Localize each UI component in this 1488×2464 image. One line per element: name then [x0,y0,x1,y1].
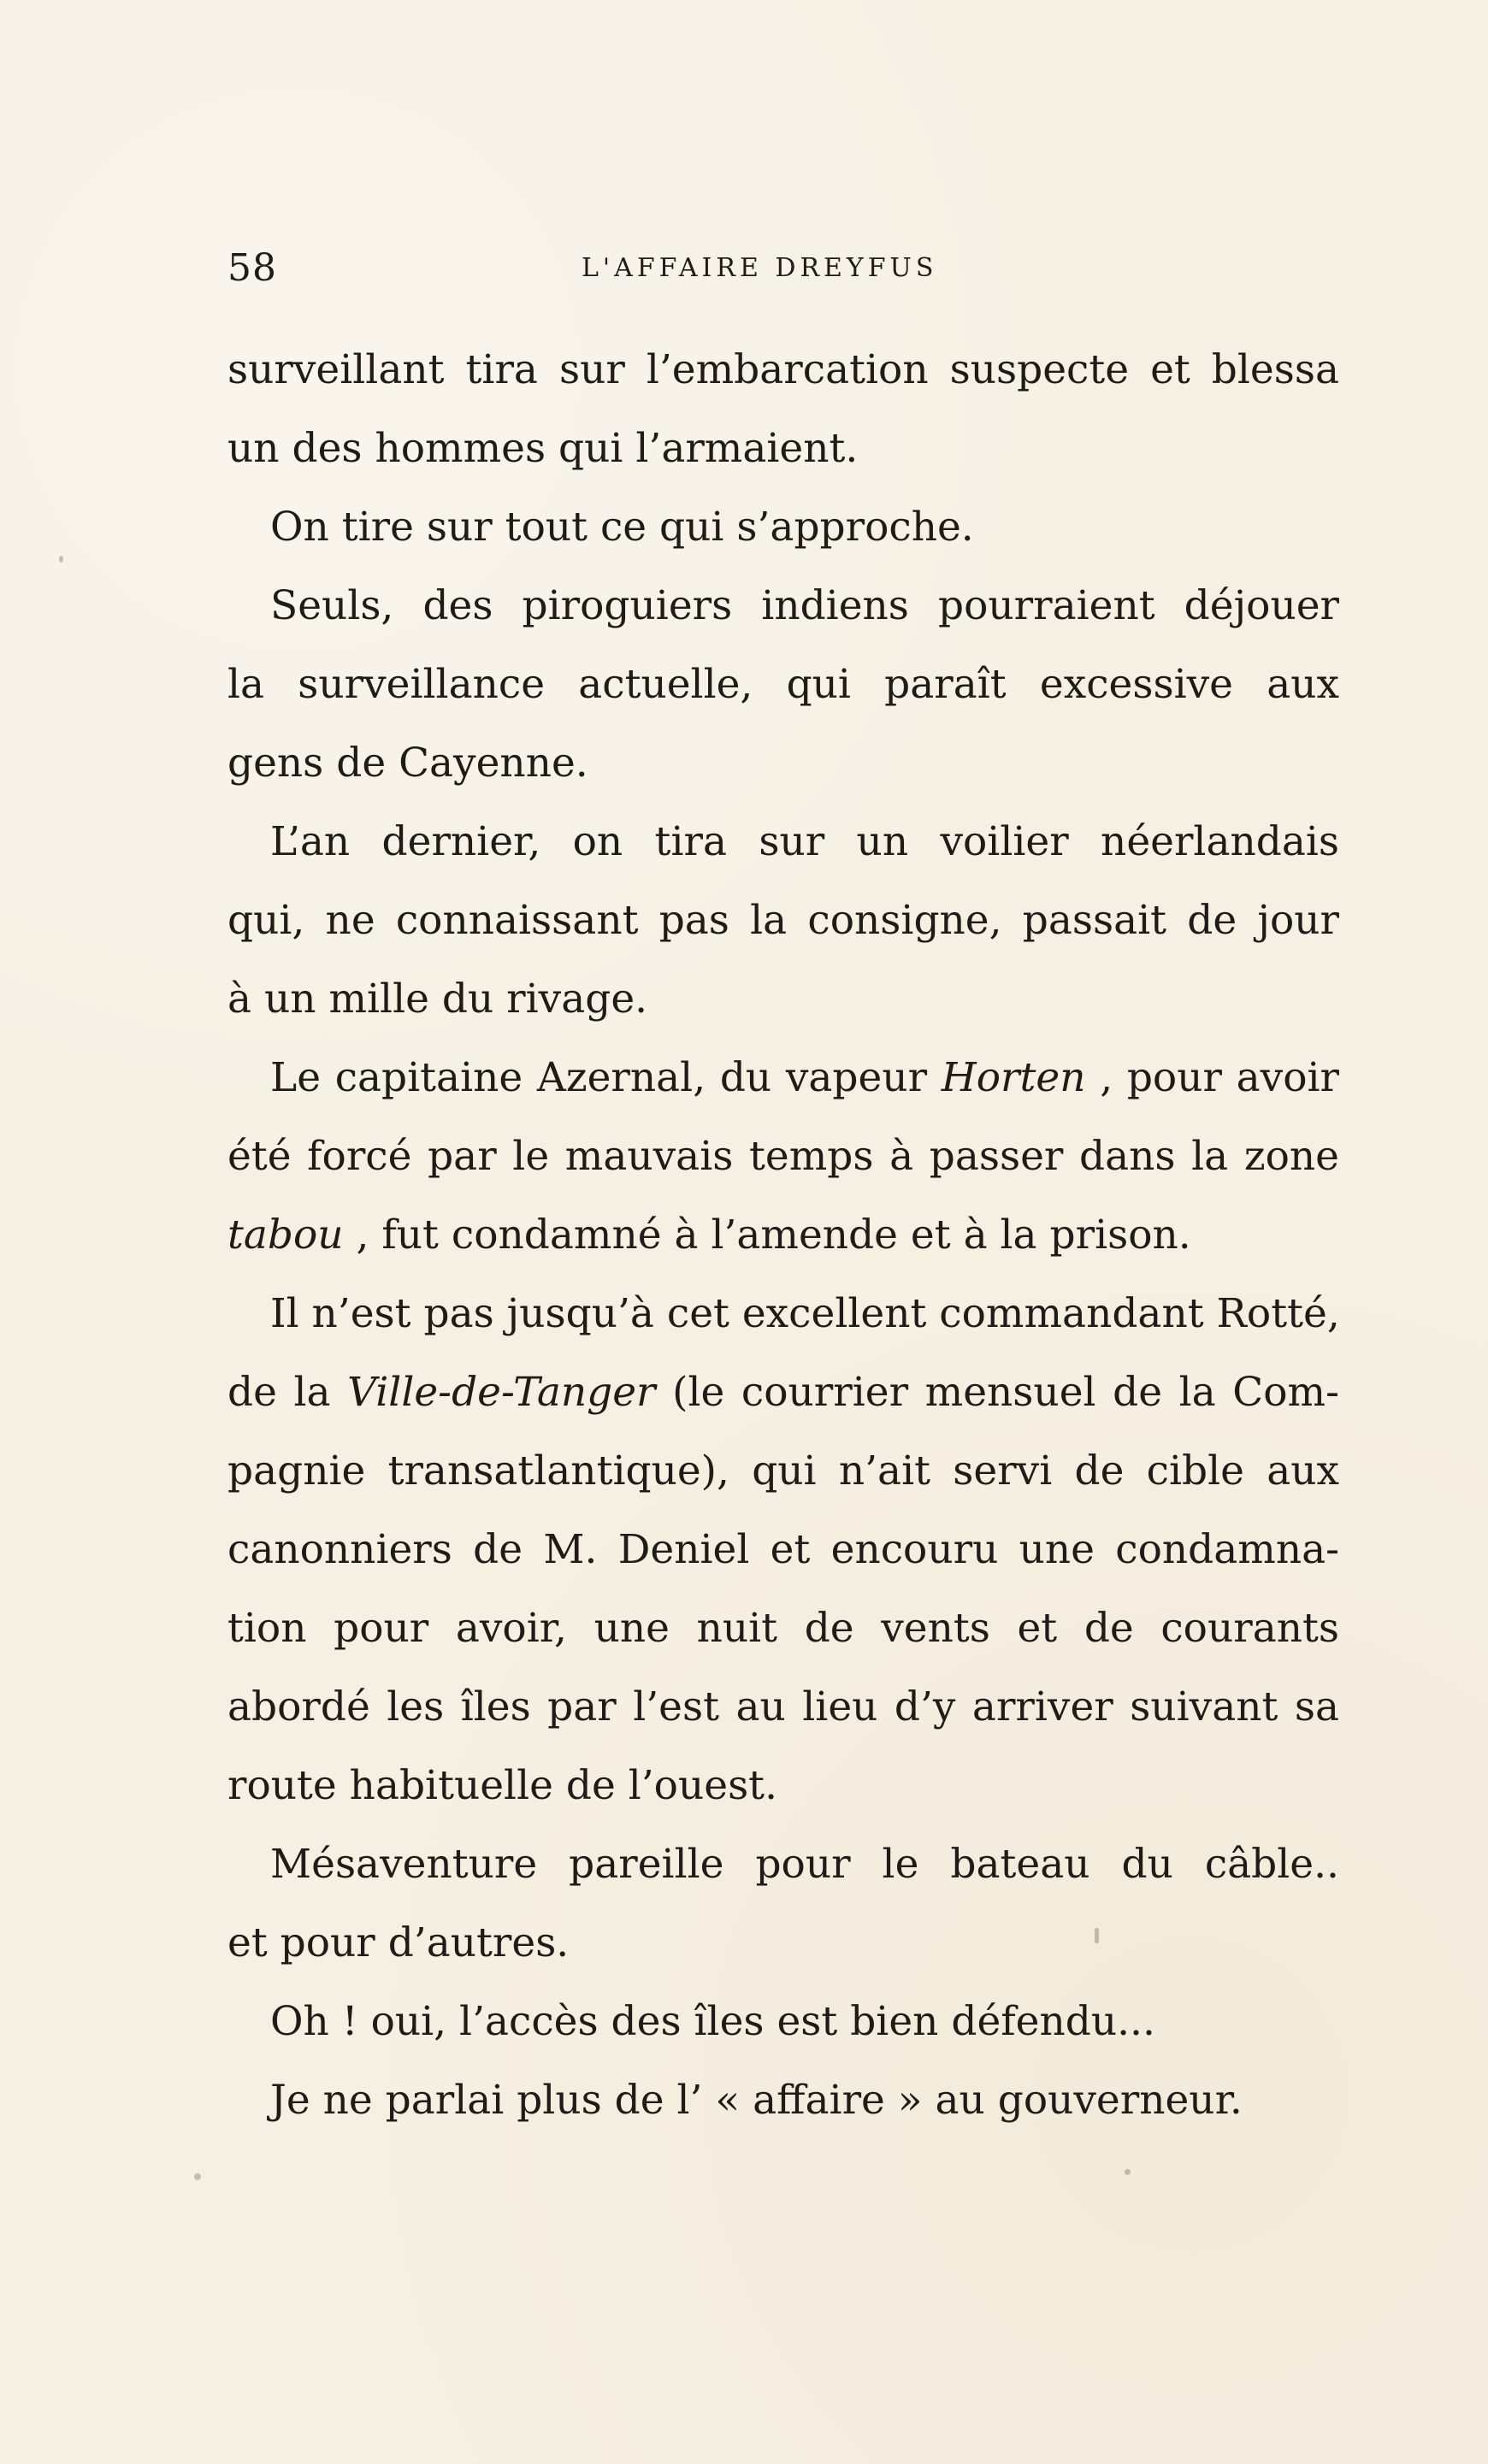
text-line-9: à un mille du rivage. [227,976,648,1023]
text-line-12-part-2: , fut condamné à l’amende et à la prison. [356,1211,1191,1259]
text-line-2: un des hommes qui l’armaient. [227,425,859,472]
paper-speck [1095,1928,1099,1943]
italic-word-tabou: tabou [227,1211,344,1259]
text-line-1: surveillant tira sur l’embarcation suspecte et blessa [227,346,1339,393]
text-line-12 [227,1205,1339,1265]
text-line-10-part-3: , pour avoir [1100,1054,1339,1101]
text-line-11: été forcé par le mauvais temps à passer dans la zone [227,1133,1339,1180]
ship-name-horten: Horten [941,1054,1086,1101]
text-line-14 [227,1363,1339,1423]
text-line-10-part-1: Le capitaine Azernal, du vapeur [270,1054,942,1101]
paper-speck [59,556,63,563]
text-line-22: Oh ! oui, l’accès des îles est bien défendu... [270,1998,1155,2045]
text-line-16: canonniers de M. Deniel et encouru une condamna- [227,1526,1339,1573]
running-title: L'AFFAIRE DREYFUS [582,253,938,283]
text-line-5: la surveillance actuelle, qui paraît excessive aux [227,661,1339,708]
text-line-10 [227,1048,1339,1108]
text-line-21: et pour d’autres. [227,1919,570,1966]
text-line-15: pagnie transatlantique), qui n’ait servi de cible aux [227,1447,1339,1494]
ship-name-ville-de-tanger: Ville-de-Tanger [347,1369,656,1416]
page-number: 58 [227,246,277,290]
text-line-6: gens de Cayenne. [227,740,588,787]
paper-speck [194,2173,201,2180]
text-line-14-part-1: de la [227,1369,348,1416]
running-head [227,243,1339,294]
text-line-19: route habituelle de l’ouest. [227,1762,778,1809]
body-text [227,340,1339,2204]
text-line-23: Je ne parlai plus de l’ « affaire » au gouverneur. [270,2077,1243,2124]
text-line-20: Mésaventure pareille pour le bateau du câble.. [270,1841,1339,1888]
text-line-17: tion pour avoir, une nuit de vents et de courants [227,1605,1339,1652]
text-line-8: qui, ne connaissant pas la consigne, passait de jour [227,897,1339,944]
text-line-14-part-3: (le courrier mensuel de la Com- [672,1369,1339,1416]
text-line-4: Seuls, des piroguiers indiens pourraient déjouer [270,582,1339,629]
text-line-7: L’an dernier, on tira sur un voilier néerlandais [270,818,1339,865]
text-line-13: Il n’est pas jusqu’à cet excellent commandant Rotté, [270,1290,1340,1337]
text-line-18: abordé les îles par l’est au lieu d’y arriver suivant sa [227,1683,1339,1730]
paper-speck [1125,2169,1131,2175]
text-line-3: On tire sur tout ce qui s’approche. [270,504,974,551]
